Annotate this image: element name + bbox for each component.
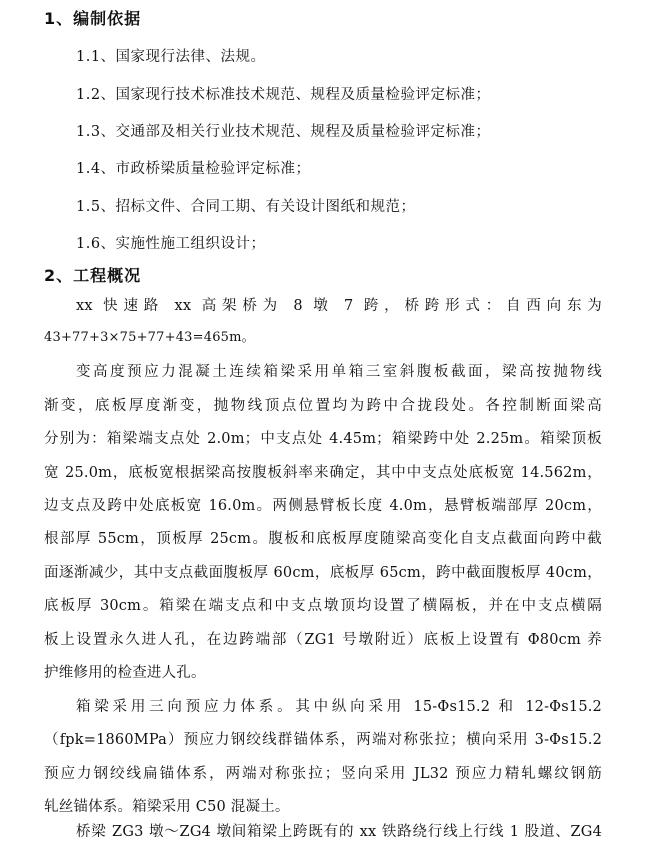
overview-line: 分别为：箱梁端支点处 2.0m；中支点处 4.45m；箱梁跨中处 2.25m。箱梁顶板: [44, 431, 602, 447]
basis-item-5: 1.5、招标文件、合同工期、有关设计图纸和规范；: [76, 199, 416, 215]
section-heading-overview: 2、工程概况: [44, 266, 142, 285]
section-heading-basis: 1、编制依据: [44, 9, 142, 28]
basis-item-1: 1.1、国家现行法律、法规。: [76, 49, 266, 65]
basis-item-3: 1.3、交通部及相关行业技术规范、规程及质量检验评定标准；: [76, 124, 491, 140]
overview-line: 43+77+3×75+77+43=465m。: [44, 330, 255, 345]
overview-line: （fpk=1860MPa）预应力钢绞线群锚体系，两端对称张拉；横向采用 3-Φs15.2: [44, 732, 602, 748]
overview-line: 根部厚 55cm，顶板厚 25cm。腹板和底板厚度随梁高变化自支点截面向跨中截: [44, 531, 602, 547]
overview-line: 宽 25.0m，底板宽根据梁高按腹板斜率来确定，其中中支点处底板宽 14.562m，: [44, 465, 602, 481]
overview-line: 面逐渐减少，其中支点截面腹板厚 60cm，底板厚 65cm，跨中截面腹板厚 40cm，: [44, 565, 602, 581]
overview-line: 桥梁 ZG3 墩～ZG4 墩间箱梁上跨既有的 xx 铁路绕行线上行线 1 股道、ZG4: [76, 824, 602, 840]
basis-item-4: 1.4、市政桥梁质量检验评定标准；: [76, 161, 311, 177]
overview-line: 变高度预应力混凝土连续箱梁采用单箱三室斜腹板截面，梁高按抛物线: [76, 364, 602, 380]
overview-line: 轧丝锚体系。箱梁采用 C50 混凝土。: [44, 799, 290, 815]
overview-line: 边支点及跨中处底板宽 16.0m。两侧悬臂板长度 4.0m，悬臂板端部厚 20cm，: [44, 498, 602, 514]
overview-line: 箱梁采用三向预应力体系。其中纵向采用 15-Φs15.2 和 12-Φs15.2: [76, 699, 602, 715]
overview-line: 渐变，底板厚度渐变，抛物线顶点位置均为跨中合拢段处。各控制断面梁高: [44, 398, 602, 414]
overview-line: 预应力钢绞线扁锚体系，两端对称张拉；竖向采用 JL32 预应力精轧螺纹钢筋: [44, 766, 602, 782]
overview-line: xx 快速路 xx 高架桥为 8 墩 7 跨，桥跨形式：自西向东为: [76, 298, 602, 314]
basis-item-2: 1.2、国家现行技术标准技术规范、规程及质量检验评定标准；: [76, 87, 491, 103]
overview-line: 板上设置永久进人孔，在边跨端部（ZG1 号墩附近）底板上设置有 Φ80cm 养: [44, 632, 602, 648]
overview-line: 护维修用的检查进人孔。: [44, 665, 206, 681]
overview-line: 底板厚 30cm。箱梁在端支点和中支点墩顶均设置了横隔板，并在中支点横隔: [44, 598, 602, 614]
basis-item-6: 1.6、实施性施工组织设计；: [76, 236, 266, 252]
